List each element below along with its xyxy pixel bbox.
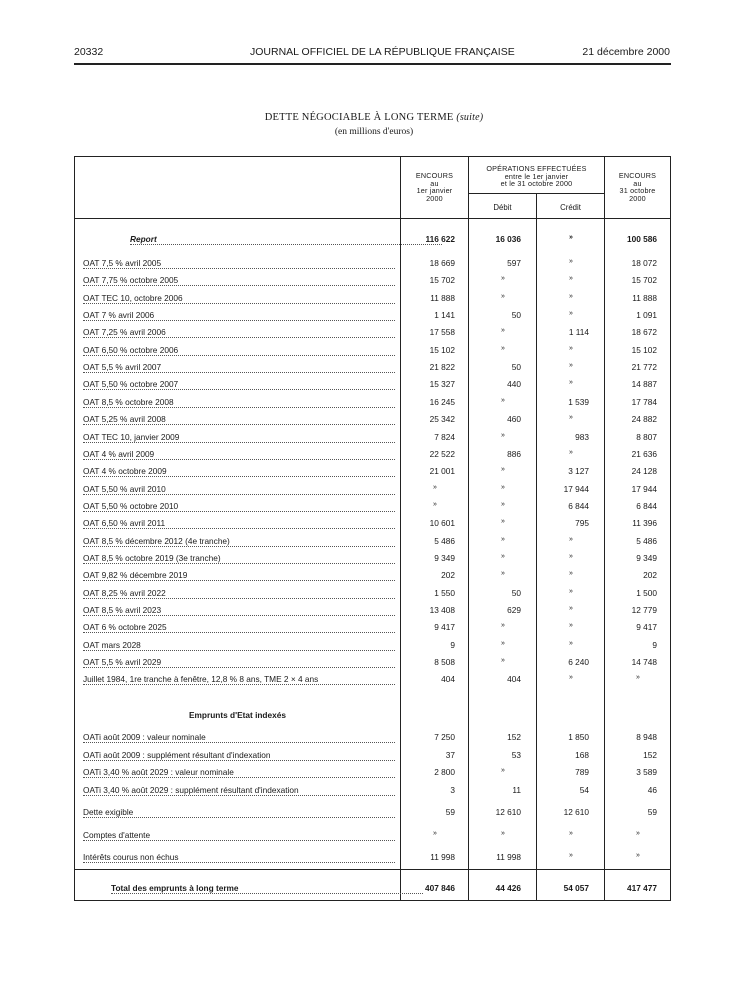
- row-label: [83, 570, 395, 584]
- value-debit: »: [501, 639, 505, 647]
- leader-dots: [83, 528, 395, 529]
- title-main: DETTE NÉGOCIABLE À LONG TERME: [264, 112, 454, 123]
- value-credit: »: [569, 570, 573, 578]
- header-rule: [74, 63, 671, 65]
- value-credit: 54 057: [563, 883, 589, 893]
- row-label: [83, 293, 395, 307]
- header-bottom-rule: [75, 218, 670, 219]
- total-rule: [75, 869, 670, 870]
- table-row: [75, 432, 670, 448]
- value-debit: »: [501, 767, 505, 774]
- value-debit: 404: [507, 674, 521, 685]
- table-row: [75, 852, 670, 868]
- row-label-text: OAT 9,82 % décembre 2019: [83, 570, 188, 581]
- row-label-text: OAT TEC 10, octobre 2006: [83, 292, 183, 303]
- table-row: [75, 234, 670, 250]
- row-label-text: OAT 8,25 % avril 2022: [83, 587, 166, 598]
- title-suffix: (suite): [456, 112, 484, 123]
- value-credit: 795: [575, 518, 589, 529]
- row-label-text: OAT 8,5 % avril 2023: [83, 605, 162, 615]
- value-debit: 50: [511, 362, 521, 373]
- col-credit-header: Crédit: [560, 203, 581, 212]
- value-encours-end: 9 417: [636, 622, 657, 633]
- table-row: [75, 397, 670, 413]
- row-label: [83, 362, 395, 376]
- value-debit: 44 426: [495, 883, 521, 893]
- value-credit: »: [569, 639, 573, 647]
- value-encours-start: 18 669: [429, 258, 455, 268]
- value-credit: »: [569, 344, 573, 352]
- leader-dots: [83, 563, 395, 564]
- col-operations-header: OPÉRATIONS EFFECTUÉES entre le 1er janvier et le 31 octobre 2000: [486, 164, 587, 189]
- value-encours-end: 17 944: [631, 483, 657, 494]
- value-credit: »: [569, 275, 573, 283]
- leader-dots: [83, 684, 395, 685]
- row-label: [83, 327, 395, 341]
- table-row: [75, 732, 670, 748]
- row-label: [83, 750, 395, 764]
- row-label: [83, 501, 395, 515]
- value-debit: 11 998: [496, 852, 521, 862]
- value-credit: »: [569, 379, 573, 387]
- value-encours-end: »: [636, 674, 640, 682]
- value-encours-start: 404: [441, 674, 455, 685]
- row-label: [130, 234, 442, 248]
- value-encours-end: 100 586: [627, 234, 657, 244]
- value-credit: 983: [575, 431, 589, 442]
- row-label: [83, 414, 395, 428]
- row-label-text: OAT 6,50 % octobre 2006: [83, 344, 179, 355]
- leader-dots: [83, 389, 395, 390]
- row-label: [83, 732, 395, 746]
- leader-dots: [83, 817, 395, 818]
- row-label-text: OATi 3,40 % août 2029 : valeur nominale: [83, 767, 234, 777]
- row-label-text: OATi août 2009 : valeur nominale: [83, 732, 206, 742]
- row-label-text: OAT 5,50 % octobre 2010: [83, 500, 179, 511]
- table-row: [75, 379, 670, 395]
- table-row: [75, 484, 670, 500]
- row-label: [83, 622, 395, 636]
- value-encours-start: 15 327: [429, 379, 455, 390]
- table-row: [75, 570, 670, 586]
- row-label: [83, 345, 395, 359]
- value-debit: »: [501, 483, 505, 491]
- table-row: [75, 553, 670, 569]
- value-debit: »: [501, 570, 505, 578]
- row-label: [83, 674, 395, 688]
- table-row: [75, 449, 670, 465]
- table-row: [75, 605, 670, 621]
- value-encours-end: 9: [652, 639, 657, 650]
- value-encours-start: »: [433, 483, 437, 491]
- row-label-text: OAT 8,5 % décembre 2012 (4e tranche): [83, 535, 230, 546]
- value-debit: 53: [511, 749, 521, 760]
- row-label: [83, 518, 395, 532]
- row-label-text: OAT 8,5 % octobre 2008: [83, 396, 174, 407]
- value-encours-end: 6 844: [636, 500, 657, 511]
- row-label-text: OAT 7,5 % avril 2005: [83, 258, 162, 268]
- value-encours-end: 24 882: [631, 414, 657, 425]
- leader-dots: [83, 840, 395, 841]
- row-label-text: OAT 5,5 % avril 2007: [83, 362, 162, 373]
- value-encours-start: 15 102: [429, 344, 455, 355]
- value-credit: »: [569, 362, 573, 370]
- value-debit: 886: [507, 448, 521, 459]
- value-encours-end: 1 500: [636, 587, 657, 598]
- row-label: [83, 258, 395, 272]
- value-encours-start: 202: [441, 570, 455, 581]
- value-encours-start: 13 408: [429, 605, 455, 615]
- value-encours-end: 46: [647, 784, 657, 795]
- row-label: [83, 785, 395, 799]
- page-number: 20332: [74, 46, 104, 58]
- row-label: [83, 275, 395, 289]
- value-encours-end: 11 396: [632, 518, 657, 529]
- row-label: [83, 553, 395, 567]
- ops-header-rule: [468, 193, 604, 194]
- value-debit: »: [501, 344, 505, 352]
- value-credit: »: [569, 552, 573, 560]
- table-row: [75, 750, 670, 766]
- value-encours-end: 24 128: [631, 466, 657, 477]
- leader-dots: [83, 511, 395, 512]
- table-row: [75, 327, 670, 343]
- leader-dots: [83, 424, 395, 425]
- table-row: [75, 883, 670, 899]
- row-label-text: Dette exigible: [83, 807, 134, 817]
- col-encours-start-header: ENCOURS au 1er janvier 2000: [415, 171, 454, 203]
- value-debit: »: [501, 622, 505, 630]
- value-debit: »: [501, 552, 505, 560]
- value-debit: »: [501, 431, 505, 439]
- row-label: [83, 379, 395, 393]
- value-credit: »: [569, 830, 573, 837]
- value-encours-start: 9: [450, 639, 455, 650]
- leader-dots: [83, 862, 395, 863]
- value-debit: 50: [511, 587, 521, 598]
- value-debit: »: [501, 327, 505, 335]
- col-encours-end-header: ENCOURS au 31 octobre 2000: [618, 171, 657, 203]
- value-credit: 168: [575, 749, 589, 760]
- value-credit: »: [569, 605, 573, 612]
- value-encours-end: 3 589: [636, 767, 657, 777]
- value-encours-start: 2 800: [434, 767, 455, 777]
- row-label-text: Report: [130, 234, 157, 244]
- value-encours-start: 16 245: [429, 396, 455, 407]
- value-debit: 152: [507, 732, 521, 742]
- publication-title: JOURNAL OFFICIEL DE LA RÉPUBLIQUE FRANÇAISE: [250, 46, 515, 58]
- value-encours-start: 11 998: [430, 852, 455, 862]
- value-encours-start: 25 342: [429, 414, 455, 425]
- row-label: [83, 397, 395, 411]
- leader-dots: [83, 742, 395, 743]
- row-label-text: Intérêts courus non échus: [83, 852, 179, 862]
- leader-dots: [83, 667, 395, 668]
- table-row: [75, 518, 670, 534]
- value-debit: 629: [507, 605, 521, 615]
- row-label-text: OAT 5,5 % avril 2029: [83, 657, 162, 668]
- leader-dots: [83, 580, 395, 581]
- table-row: [75, 501, 670, 517]
- value-credit: »: [569, 674, 573, 682]
- row-label: [83, 830, 395, 844]
- leader-dots: [83, 615, 395, 616]
- row-label: [83, 449, 395, 463]
- row-label-text: OAT 5,50 % octobre 2007: [83, 379, 179, 390]
- value-encours-start: 21 822: [429, 362, 455, 373]
- value-credit: »: [569, 587, 573, 595]
- publication-date: 21 décembre 2000: [582, 46, 670, 58]
- value-encours-start: 15 702: [429, 275, 455, 286]
- value-encours-start: 116 622: [425, 234, 455, 244]
- row-label-text: Juillet 1984, 1re tranche à fenêtre, 12,8 % 8 ans, TME 2 × 4 ans: [83, 674, 319, 685]
- value-credit: 1 114: [568, 327, 589, 338]
- row-label-text: OAT 7 % avril 2006: [83, 310, 155, 321]
- value-encours-end: 17 784: [631, 396, 657, 407]
- row-label: [83, 310, 395, 324]
- value-credit: »: [569, 234, 573, 241]
- row-label-text: OAT 5,50 % avril 2010: [83, 483, 166, 494]
- leader-dots: [130, 244, 442, 245]
- value-debit: »: [501, 518, 505, 526]
- table-row: [75, 785, 670, 801]
- row-label-text: OAT 4 % octobre 2009: [83, 466, 167, 477]
- row-label-text: OAT 4 % avril 2009: [83, 448, 155, 459]
- table-row: [75, 466, 670, 482]
- table-row: [75, 362, 670, 378]
- row-label-text: OAT 7,75 % octobre 2005: [83, 275, 179, 286]
- table-row: [75, 258, 670, 274]
- value-debit: 12 610: [495, 807, 521, 817]
- table-row: [75, 657, 670, 673]
- value-encours-start: 3: [450, 784, 455, 795]
- row-label-text: Comptes d'attente: [83, 830, 151, 840]
- table-row: [75, 807, 670, 823]
- value-credit: 789: [575, 767, 589, 777]
- leader-dots: [83, 777, 395, 778]
- value-encours-start: 7 250: [434, 732, 455, 742]
- table-row: [75, 622, 670, 638]
- row-label-text: OAT 8,5 % octobre 2019 (3e tranche): [83, 552, 221, 563]
- row-label-text: OATi août 2009 : supplément résultant d'indexation: [83, 749, 271, 760]
- row-label-text: OAT 6,50 % avril 2011: [83, 518, 166, 529]
- value-credit: 3 127: [568, 466, 589, 477]
- value-encours-end: 59: [647, 807, 657, 817]
- value-credit: 1 850: [568, 732, 589, 742]
- value-encours-end: »: [636, 852, 640, 859]
- value-encours-start: 59: [445, 807, 455, 817]
- document-title: [0, 112, 748, 123]
- value-credit: 12 610: [563, 807, 589, 817]
- table-row: [75, 345, 670, 361]
- value-debit: »: [501, 535, 505, 543]
- table-row: [75, 536, 670, 552]
- value-credit: 1 539: [568, 396, 589, 407]
- value-credit: 17 944: [563, 483, 589, 494]
- value-encours-end: 21 636: [631, 448, 657, 459]
- value-debit: 50: [511, 310, 521, 321]
- value-encours-start: 1 141: [434, 310, 455, 321]
- value-credit: »: [569, 414, 573, 422]
- leader-dots: [83, 337, 395, 338]
- value-encours-end: 14 748: [631, 657, 657, 668]
- table-row: [75, 275, 670, 291]
- value-encours-end: 15 702: [631, 275, 657, 286]
- value-debit: »: [501, 292, 505, 300]
- value-encours-end: 152: [643, 749, 657, 760]
- value-credit: »: [569, 535, 573, 543]
- value-credit: »: [569, 622, 573, 630]
- value-encours-end: 417 477: [627, 883, 657, 893]
- row-label: [83, 536, 395, 550]
- row-label: [83, 657, 395, 671]
- unit-subtitle: (en millions d'euros): [334, 127, 414, 137]
- value-debit: 11: [512, 784, 521, 795]
- value-debit: »: [501, 657, 505, 665]
- value-credit: »: [569, 292, 573, 300]
- value-encours-start: 1 550: [434, 587, 455, 598]
- value-encours-start: 11 888: [430, 292, 455, 303]
- row-label-text: OAT 6 % octobre 2025: [83, 622, 167, 633]
- value-encours-end: 8 948: [636, 732, 657, 742]
- table-row: [75, 640, 670, 656]
- leader-dots: [111, 893, 423, 894]
- row-label: [83, 588, 395, 602]
- leader-dots: [83, 372, 395, 373]
- value-encours-end: 18 672: [631, 327, 657, 338]
- value-encours-start: 37: [445, 749, 455, 760]
- row-label: [83, 640, 395, 654]
- value-encours-end: 1 091: [636, 310, 657, 321]
- value-encours-start: 5 486: [434, 535, 455, 546]
- value-encours-end: 15 102: [631, 344, 657, 355]
- value-encours-end: 12 779: [631, 605, 657, 615]
- value-credit: 6 844: [568, 500, 589, 511]
- value-encours-start: 17 558: [429, 327, 455, 338]
- row-label: [83, 605, 395, 619]
- value-debit: »: [501, 500, 505, 508]
- row-label: [83, 484, 395, 498]
- value-encours-start: 9 417: [434, 622, 455, 633]
- row-label: [111, 883, 423, 897]
- value-encours-end: 9 349: [636, 552, 657, 563]
- row-label-text: OAT mars 2028: [83, 639, 141, 650]
- value-credit: 54: [579, 784, 589, 795]
- value-encours-end: 14 887: [631, 379, 657, 390]
- value-encours-start: »: [433, 500, 437, 508]
- table-row: [75, 830, 670, 846]
- value-encours-start: »: [433, 830, 437, 837]
- leader-dots: [83, 285, 395, 286]
- col-debit-header: Débit: [493, 203, 512, 212]
- table-row: [75, 767, 670, 783]
- value-debit: »: [501, 396, 505, 404]
- value-encours-end: 5 486: [636, 535, 657, 546]
- value-encours-start: 7 824: [434, 431, 455, 442]
- value-debit: 440: [507, 379, 521, 390]
- row-label-text: OAT 7,25 % avril 2006: [83, 327, 166, 338]
- table-row: [75, 674, 670, 690]
- value-debit: »: [501, 830, 505, 837]
- table-row: [75, 310, 670, 326]
- row-label: [83, 432, 395, 446]
- row-label: [83, 767, 395, 781]
- row-label-text: OAT 5,25 % avril 2008: [83, 414, 166, 425]
- row-label: [83, 852, 395, 866]
- value-encours-end: 18 072: [631, 258, 657, 268]
- value-encours-end: 202: [643, 570, 657, 581]
- value-debit: 460: [507, 414, 521, 425]
- value-encours-start: 10 601: [429, 518, 455, 529]
- value-credit: »: [569, 258, 573, 265]
- value-encours-start: 21 001: [429, 466, 455, 477]
- value-credit: 6 240: [568, 657, 589, 668]
- value-credit: »: [569, 310, 573, 318]
- value-encours-end: 11 888: [632, 292, 657, 303]
- row-label-text: Total des emprunts à long terme: [111, 883, 239, 893]
- value-debit: »: [501, 275, 505, 283]
- value-credit: »: [569, 448, 573, 456]
- value-encours-start: 9 349: [434, 552, 455, 563]
- table-row: [75, 293, 670, 309]
- value-encours-end: 8 807: [636, 431, 657, 442]
- table-row: [75, 588, 670, 604]
- value-encours-start: 8 508: [434, 657, 455, 668]
- value-debit: 597: [507, 258, 521, 268]
- leader-dots: [83, 476, 395, 477]
- row-label-text: OATi 3,40 % août 2029 : supplément résultant d'indexation: [83, 784, 299, 795]
- leader-dots: [83, 632, 395, 633]
- leader-dots: [83, 268, 395, 269]
- value-encours-end: »: [636, 830, 640, 837]
- row-label: [83, 466, 395, 480]
- value-debit: 16 036: [495, 234, 521, 244]
- leader-dots: [83, 320, 395, 321]
- row-label: [83, 807, 395, 821]
- value-debit: »: [501, 466, 505, 474]
- section-title-indexed: Emprunts d'Etat indexés: [189, 710, 286, 720]
- value-encours-end: 21 772: [631, 362, 657, 373]
- row-label-text: OAT TEC 10, janvier 2009: [83, 431, 180, 442]
- value-credit: »: [569, 852, 573, 859]
- table-row: [75, 414, 670, 430]
- value-encours-start: 407 846: [425, 883, 455, 893]
- debt-table: [74, 156, 671, 901]
- value-encours-start: 22 522: [429, 448, 455, 459]
